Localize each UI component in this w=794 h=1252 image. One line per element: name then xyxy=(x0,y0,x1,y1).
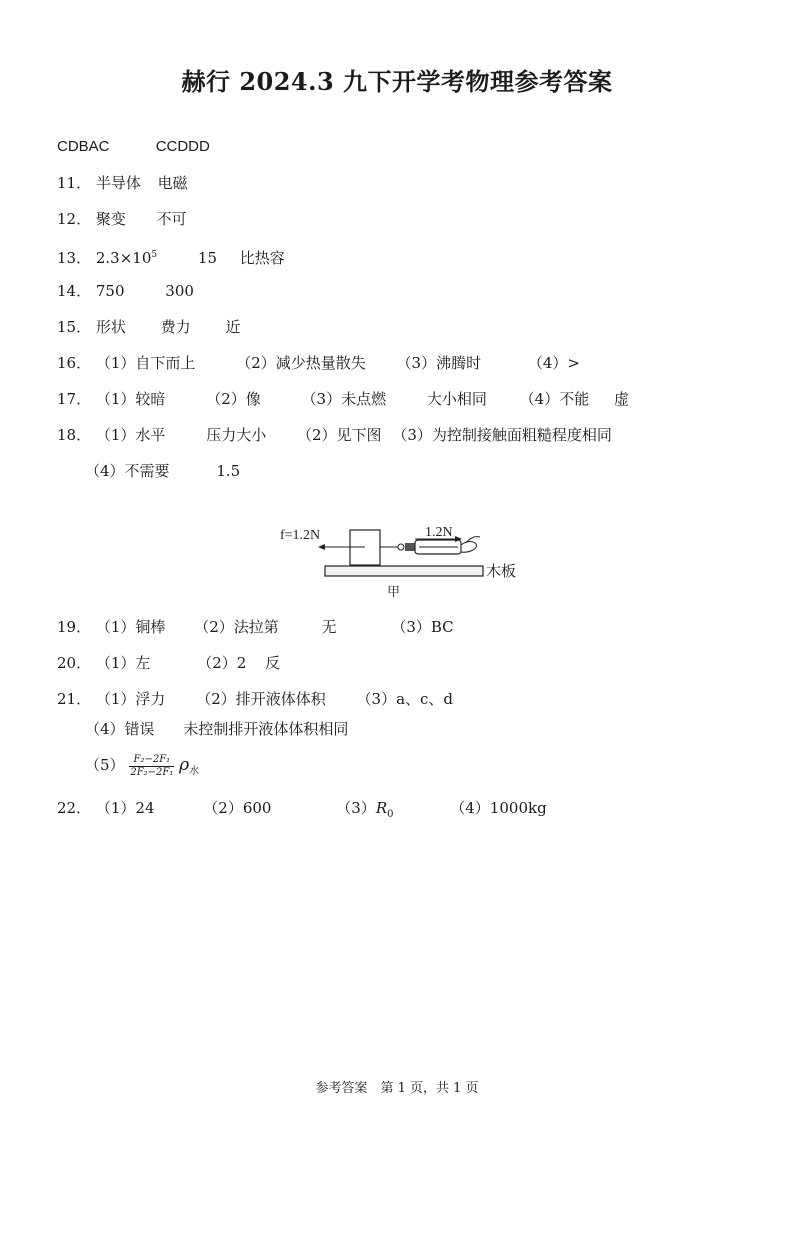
resistor-variable: R xyxy=(375,799,388,817)
answer-part: 比热容 xyxy=(239,249,285,267)
question-number: 21． xyxy=(57,690,92,708)
answer-part: （5） xyxy=(85,756,125,774)
question-number: 12． xyxy=(57,210,92,228)
answer-row-21-cont xyxy=(85,719,348,739)
answer-part: （1）水平 xyxy=(95,426,166,444)
answer-part: （3）沸腾时 xyxy=(396,354,482,372)
answer-part: （4）1000kg xyxy=(450,799,547,817)
answer-part: （2）见下图 xyxy=(297,426,382,444)
answer-part: （2）2 xyxy=(197,654,247,672)
answer-part: 无 xyxy=(321,618,337,636)
answer-part: 未控制排开液体体积相同 xyxy=(183,720,349,738)
answer-part: （1）浮力 xyxy=(95,690,166,708)
answer-part: （1）24 xyxy=(95,799,155,817)
answer-part: 电磁 xyxy=(157,174,188,192)
answer-part: 虚 xyxy=(613,390,629,408)
answer-part xyxy=(96,245,157,268)
answer-part: 近 xyxy=(225,318,241,336)
answer-part: （2）像 xyxy=(206,390,261,408)
answer-row-21-formula xyxy=(85,752,199,785)
fraction-numerator: F₂−2F₁ xyxy=(129,754,174,767)
answer-row-14 xyxy=(57,281,194,301)
hook-icon xyxy=(398,544,404,550)
answer-part: （3）BC xyxy=(391,618,454,636)
answer-part: 不可 xyxy=(156,210,187,228)
fraction-denominator: 2F₂−2F₁ xyxy=(130,766,174,778)
page-title: 赫行 2024.3 九下开学考物理参考答案 xyxy=(181,67,613,96)
answer-part: （1）左 xyxy=(95,654,151,672)
answer-row-18 xyxy=(57,425,612,445)
scale-label: 1.2N xyxy=(425,525,453,540)
answer-row-17 xyxy=(57,389,629,409)
question-number: 19． xyxy=(57,618,92,636)
hand-icon xyxy=(461,541,477,552)
answer-part xyxy=(336,798,393,825)
answer-part: （2）600 xyxy=(203,799,272,817)
question-number: 22． xyxy=(57,799,92,817)
answer-base: 2.3×10 xyxy=(95,249,152,267)
answer-part: 15 xyxy=(197,249,217,267)
question-number: 16． xyxy=(57,354,92,372)
answer-part: 半导体 xyxy=(95,174,141,192)
question-number: 20． xyxy=(57,654,92,672)
scale-end xyxy=(405,543,415,551)
answer-exponent: 5 xyxy=(151,250,158,260)
answer-row-18-cont xyxy=(85,461,240,481)
figure-caption: 甲 xyxy=(387,585,401,600)
board-rect xyxy=(325,566,483,576)
answer-part: （2）法拉第 xyxy=(194,618,279,636)
friction-label: f=1.2N xyxy=(280,528,321,543)
answer-row-mc xyxy=(57,137,210,157)
answer-part: （4）错误 xyxy=(85,720,155,738)
answer-part: 费力 xyxy=(160,318,191,336)
answer-label: （3） xyxy=(336,799,376,817)
question-number: 14． xyxy=(57,282,92,300)
answer-part: 反 xyxy=(265,654,281,672)
answer-part: 压力大小 xyxy=(206,426,267,444)
question-number: 15． xyxy=(57,318,92,336)
answer-row-13 xyxy=(57,245,285,268)
answer-part: （3）未点燃 xyxy=(301,390,387,408)
answer-part: 1.5 xyxy=(216,462,241,480)
answer-row-20 xyxy=(57,653,280,673)
answer-part: （4）不能 xyxy=(519,390,590,408)
answer-row-19 xyxy=(57,617,454,637)
friction-arrowhead xyxy=(318,544,325,550)
density-formula-fraction xyxy=(129,754,174,779)
question-number: 11． xyxy=(57,174,92,192)
answer-part: （3）为控制接触面粗糙程度相同 xyxy=(392,426,612,444)
rho-subscript: 水 xyxy=(189,766,200,777)
answer-part: （2）排开液体体积 xyxy=(196,690,326,708)
rho-symbol: ρ xyxy=(179,755,190,775)
answer-part: 形状 xyxy=(95,318,126,336)
answer-part: 300 xyxy=(165,282,194,300)
board-label: 木板 xyxy=(486,562,517,580)
friction-diagram xyxy=(270,510,530,602)
question-number: 18． xyxy=(57,426,92,444)
answer-row-22 xyxy=(57,798,547,825)
answer-part: （4）> xyxy=(527,354,580,372)
answer-row-12 xyxy=(57,209,187,229)
mc-group-1: CDBAC xyxy=(57,138,110,155)
answer-row-16 xyxy=(57,353,580,373)
answer-row-11 xyxy=(57,173,188,193)
answer-part: （3）a、c、d xyxy=(356,690,454,708)
answer-row-15 xyxy=(57,317,240,337)
answer-part: （1）铜棒 xyxy=(95,618,166,636)
question-number: 13． xyxy=(57,249,92,267)
question-number: 17． xyxy=(57,390,92,408)
answer-part: 大小相同 xyxy=(426,390,487,408)
friction-diagram-svg xyxy=(270,510,530,602)
resistor-subscript: 0 xyxy=(387,809,394,820)
answer-part: （2）减少热量散失 xyxy=(236,354,366,372)
page-footer: 参考答案 第 1 页，共 1 页 xyxy=(315,1081,479,1096)
answer-part: （1）自下而上 xyxy=(95,354,196,372)
mc-group-2: CCDDD xyxy=(155,138,210,155)
answer-row-21 xyxy=(57,689,453,709)
answer-part: （1）较暗 xyxy=(95,390,166,408)
answer-part: 聚变 xyxy=(95,210,126,228)
answer-part: 750 xyxy=(95,282,125,300)
answer-part: （4）不需要 xyxy=(85,462,170,480)
